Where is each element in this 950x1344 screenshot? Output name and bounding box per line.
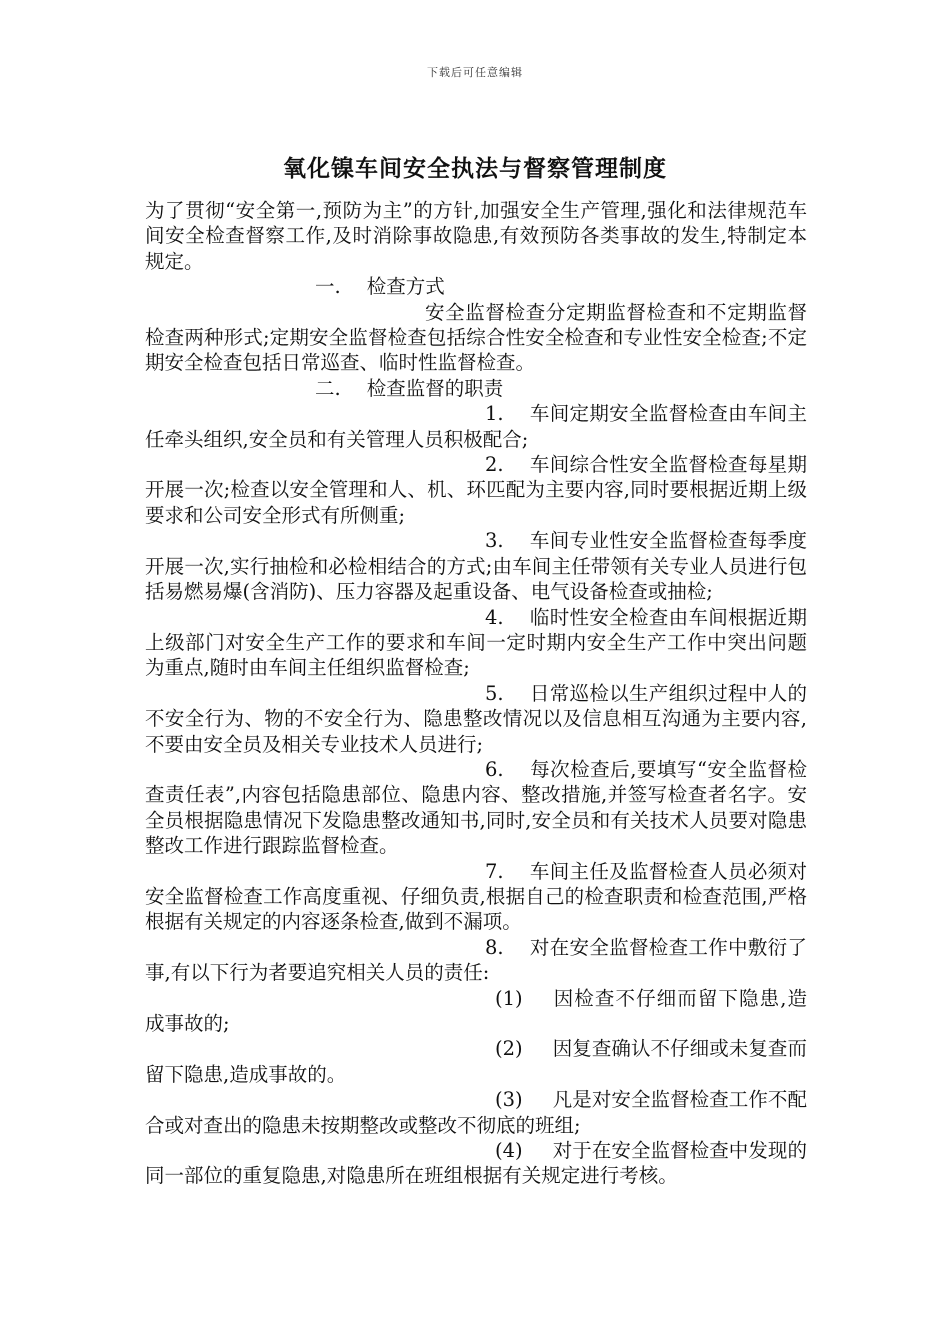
list-item	[145, 605, 807, 681]
section-heading-1	[145, 274, 807, 299]
sub-item-number: (2)	[495, 1037, 523, 1061]
list-item	[145, 859, 807, 935]
section-number: 一.	[315, 275, 341, 299]
sub-item-number: (1)	[495, 986, 523, 1010]
item-number: 8.	[485, 935, 504, 959]
sub-item-text: 对于在安全监督检查中发现的同一部位的重复隐患,对隐患所在班组根据有关规定进行考核。	[145, 1139, 807, 1188]
sub-list-item	[145, 1036, 807, 1087]
list-item	[145, 935, 807, 986]
item-text: 车间综合性安全监督检查每星期开展一次;检查以安全管理和人、机、环匹配为主要内容,同时要根据近期上级要求和公司安全形式有所侧重;	[145, 453, 807, 527]
item-number: 3.	[485, 529, 504, 553]
list-item	[145, 528, 807, 604]
document-body	[145, 198, 807, 1189]
list-item	[145, 681, 807, 757]
sub-list-item	[145, 986, 807, 1037]
item-number: 4.	[485, 605, 504, 629]
sub-item-text: 因检查不仔细而留下隐患,造成事故的;	[145, 986, 807, 1035]
intro-paragraph: 为了贯彻“安全第一,预防为主”的方针,加强安全生产管理,强化和法律规范车间安全检查督察工作,及时消除事故隐患,有效预防各类事故的发生,特制定本规定。	[145, 199, 807, 273]
list-item	[145, 757, 807, 859]
item-text: 车间主任及监督检查人员必须对安全监督检查工作高度重视、仔细负责,根据自己的检查职责和检查范围,严格根据有关规定的内容逐条检查,做到不漏项。	[145, 859, 807, 934]
item-text: 对在安全监督检查工作中敷衍了事,有以下行为者要追究相关人员的责任:	[145, 935, 807, 985]
sub-list-item	[145, 1138, 807, 1189]
document-title: 氧化镍车间安全执法与督察管理制度	[283, 156, 667, 182]
header-note: 下载后可任意编辑	[427, 66, 523, 79]
sub-item-number: (3)	[495, 1088, 523, 1112]
item-number: 1.	[485, 402, 504, 426]
list-item	[145, 401, 807, 452]
item-number: 2.	[485, 453, 504, 477]
item-number: 7.	[485, 859, 504, 883]
list-item	[145, 452, 807, 528]
section-1-body: 安全监督检查分定期监督检查和不定期监督检查两种形式;定期安全监督检查包括综合性安全检查和专业性安全检查;不定期安全检查包括日常巡查、临时性监督检查。	[145, 300, 807, 375]
sub-item-text: 因复查确认不仔细或未复查而留下隐患,造成事故的。	[145, 1037, 807, 1086]
item-text: 车间定期安全监督检查由车间主任牵头组织,安全员和有关管理人员积极配合;	[145, 402, 807, 451]
item-number: 6.	[485, 757, 504, 781]
section-heading-2	[145, 376, 807, 401]
sub-item-text: 凡是对安全监督检查工作不配合或对查出的隐患未按期整改或整改不彻底的班组;	[145, 1088, 807, 1137]
sub-item-number: (4)	[495, 1139, 523, 1163]
section-number: 二.	[315, 376, 341, 400]
item-text: 车间专业性安全监督检查每季度开展一次,实行抽检和必检相结合的方式;由车间主任带领有关专业人员进行包括易燃易爆(含消防)、压力容器及起重设备、电气设备检查或抽检;	[145, 529, 807, 604]
item-text: 临时性安全检查由车间根据近期上级部门对安全生产工作的要求和车间一定时期内安全生产工作中突出问题为重点,随时由车间主任组织监督检查;	[145, 605, 807, 680]
section-heading-text: 检查监督的职责	[366, 376, 504, 400]
sub-list-item	[145, 1087, 807, 1138]
item-text: 日常巡检以生产组织过程中人的不安全行为、物的不安全行为、隐患整改情况以及信息相互沟通为主要内容,不要由安全员及相关专业技术人员进行;	[145, 681, 807, 756]
item-number: 5.	[485, 681, 504, 705]
section-heading-text: 检查方式	[366, 275, 445, 299]
item-text: 每次检查后,要填写“安全监督检查责任表”,内容包括隐患部位、隐患内容、整改措施,并签写检查者名字。安全员根据隐患情况下发隐患整改通知书,同时,安全员和有关技术人员要对隐患整改工作进行跟踪监督检查。	[145, 757, 807, 858]
